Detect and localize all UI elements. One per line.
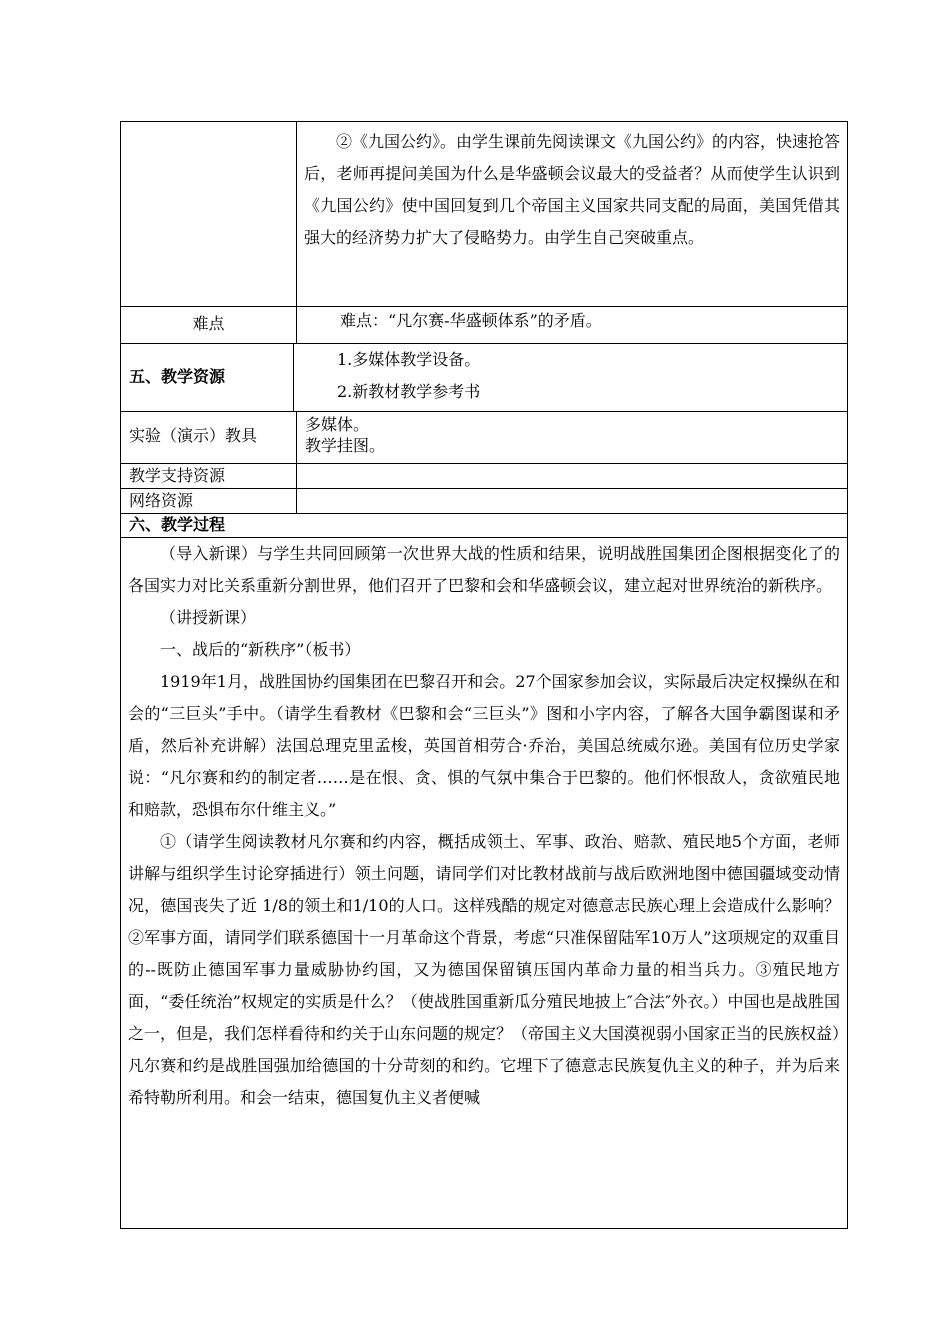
equipment-label: 实验（演示）教具 xyxy=(129,426,258,445)
paris-conference-paragraph: 1919年1月，战胜国协约国集团在巴黎召开和会。27个国家参加会议，实际最后决定权操纵在和会的“三巨头”手中。（请学生看教材《巴黎和会“三巨头”》图和小字内容，了解各大国争霸图谋和矛盾，然后补充讲解）法国总理克里孟梭，英国首相劳合·乔治，美国总统威尔逊。美国有位历史学家说：“凡尔赛和约的制定者……是在恨、贪、惧的气氛中集合于巴黎的。他们怀恨敌人，贪欲殖民地和赔款，恐惧布尔什维主义。” xyxy=(128,672,840,819)
equipment-line: 教学挂图。 xyxy=(305,436,386,455)
lecture-heading: （讲授新课） xyxy=(160,608,257,627)
difficulty-label: 难点 xyxy=(192,314,225,333)
support-resources-label: 教学支持资源 xyxy=(129,466,226,485)
resource-item: 1.多媒体教学设备。 xyxy=(337,350,481,369)
column-divider xyxy=(296,122,297,306)
section-6-title: 六、教学过程 xyxy=(129,515,226,534)
column-divider xyxy=(296,306,297,343)
intro-paragraph: （导入新课）与学生共同回顾第一次世界大战的性质和结果，说明战胜国集团企图根据变化了的各国实力对比关系重新分割世界，他们召开了巴黎和会和华盛顿会议，建立起对世界统治的新秩序。 xyxy=(128,544,840,595)
column-divider xyxy=(296,411,297,513)
column-divider xyxy=(293,343,294,411)
equipment-content xyxy=(305,414,835,456)
difficulty-content: 难点：“凡尔赛-华盛顿体系”的矛盾。 xyxy=(340,311,602,330)
lesson-plan-table xyxy=(120,121,848,1229)
row-divider xyxy=(121,411,847,412)
teaching-process-body xyxy=(128,538,840,1114)
key-points-paragraph: ②《九国公约》。由学生课前先阅读课文《九国公约》的内容，快速抢答后，老师再提问美国为什么是华盛顿会议最大的受益者？从而使学生认识到《九国公约》使中国回复到几个帝国主义国家共同支配的局面，美国凭借其强大的经济势力扩大了侵略势力。由学生自己突破重点。 xyxy=(304,132,841,247)
network-resources-label: 网络资源 xyxy=(129,491,194,510)
resource-list xyxy=(337,344,837,408)
versailles-treaty-paragraph: ①（请学生阅读教材凡尔赛和约内容，概括成领土、军事、政治、赔款、殖民地5个方面，老师讲解与组织学生讨论穿插进行）领土问题，请同学们对比教材战前与战后欧洲地图中德国疆域变动情况，德国丧失了近 1/8的领土和1/10的人口。这样残酷的规定对德意志民族心理上会造成什么影响？②军事方面，请同学们联系德国十一月革命这个背景，考虑“只准保留陆军10万人”这项规定的双重目的--既防止德国军事力量威胁协约国，又为德国保留镇压国内革命力量的相当兵力。③殖民地方面，“委任统治”权规定的实质是什么？（使战胜国重新瓜分殖民地披上″合法″外衣。）中国也是战胜国之一，但是，我们怎样看待和约关于山东问题的规定？（帝国主义大国漠视弱小国家正当的民族权益）凡尔赛和约是战胜国强加给德国的十分苛刻的和约。它埋下了德意志民族复仇主义的种子，并为后来希特勒所利用。和会一结束，德国复仇主义者便喊 xyxy=(128,832,841,1107)
equipment-line: 多媒体。 xyxy=(305,415,370,434)
board-heading: 一、战后的“新秩序”（板书） xyxy=(160,640,361,659)
section-5-title: 五、教学资源 xyxy=(129,367,226,386)
resource-item: 2.新教材教学参考书 xyxy=(337,382,481,401)
key-points-cell xyxy=(304,126,840,254)
